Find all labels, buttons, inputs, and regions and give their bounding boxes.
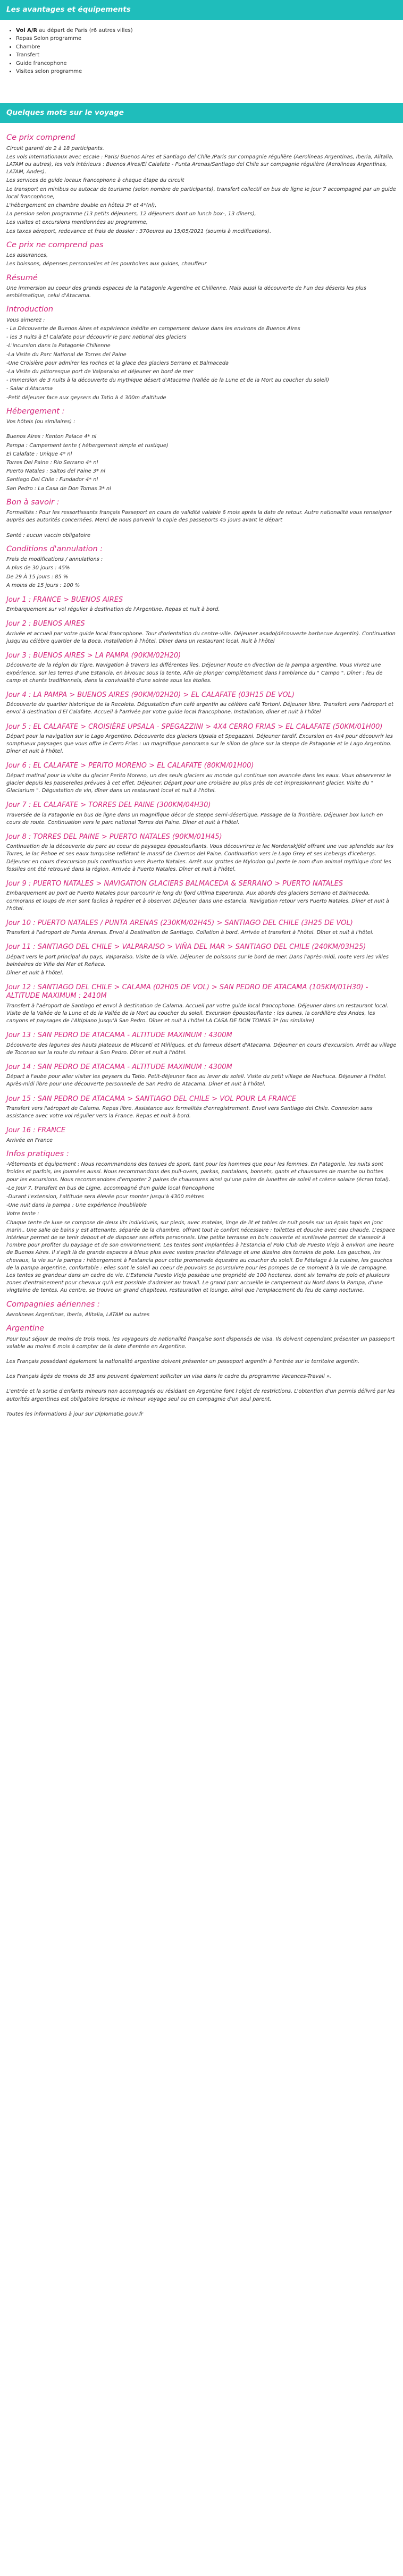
paragraph: Départ pour la navigation sur le Lago Argentino. Découverte des glaciers Upsala et Spegazzini. Déjeuner tardif. Excursion en 4x4 pour découvrir les somptueux paysages que vous offre le Cerro Frías : un magnifique panorama sur le sillon de glace sur la steppe de Patagonie et le Lago Argentino. Dîner et nuit à l'hôtel.: [6, 733, 393, 755]
day-heading: Jour 1 : FRANCE > BUENOS AIRES: [6, 595, 123, 604]
day-heading: Jour 2 : BUENOS AIRES: [6, 620, 85, 628]
section-heading: Ce prix ne comprend pas: [6, 240, 104, 249]
advantage-item-text: au départ de Paris (r6 autres villes): [37, 27, 133, 33]
paragraph: Chaque tente de luxe se compose de deux lits individuels, sur pieds, avec matelas, linge de lit et tables de nuit posés sur un épais tapis en jonc marin.. Une salle de bains y est attenante, séparée de la chambre, offrant tout le confort nécessaire : toilettes et douche avec eau chaude. L'espace intérieur permet de se tenir debout et de disposer ses effets personnels. Une petite terrasse en bois couverte et surélevée permet de s'asseoir à l'ombre pour profiter du paysage et de son environnement. Les tentes sont implantées à l'Estancia el Polo Club de Puesto Viejo à environ une heure de Buenos Aires. Il s'agit là de grands espaces à bleue plus avec vastes prairies d'élevage et une dizaine des terrains de polo. Les gauchos, les chevaux, la vie sur la pampa : hébergement à l'estancia pour cette promenade équestre au coucher du soleil. De l'étalage à la cuisine, les gauchos de la pampa argentine, confortable : elles sont le soleil au coeur de pouvoirs se poursuivre pour les pompes de ce moment à la vie de campagne. Les tentes se grandeur dans un cadre de vie. L'Estancia Puesto Viejo possède une propriété de 100 hectares, dont six terrains de polo et plusieurs zones d'entrainement pour chevaux qu'il est possible d'admirer au travail. Le grand parc accueille le campement du Nord dans la Pampa, d'une vingtaine de tentes. Au centre, se trouve un grand chapiteau, restauration et lounge, ainsi que l'emplacement du feu de camp nocturne.: [6, 1219, 395, 1294]
paragraph: -Petit déjeuner face aux geysers du Tatio à 4 300m d'altitude: [6, 394, 166, 401]
paragraph: Les services de guide locaux francophone à chaque étape du circuit: [6, 178, 184, 184]
advantage-item: [16, 68, 397, 76]
advantage-item-text: Guide francophone: [16, 60, 67, 66]
advantage-item-text: Repas Selon programme: [16, 36, 82, 42]
advantage-item: [16, 44, 397, 52]
section-heading: Infos pratiques :: [6, 1149, 69, 1158]
paragraph: -Une Croisière pour admirer les roches et la glace des glaciers Serrano et Balmaceda: [6, 360, 229, 366]
section-heading: Hébergement :: [6, 407, 65, 416]
paragraph: Les assurances,: [6, 252, 48, 259]
paragraph: Départ vers le port principal du pays, Valparaiso. Visite de la ville. Déjeuner de poissons sur le bord de mer. Dans l'après-midi, route vers les villes balnéaires de Viña del Mar et Reñaca.: [6, 954, 389, 967]
paragraph: -La Visite du Parc National de Torres del Paine: [6, 351, 127, 358]
paragraph: Dîner et nuit à l'hôtel.: [6, 970, 64, 976]
trip-details-content: [0, 123, 403, 1429]
paragraph: Pampa : Campement tente ( hébergement simple et rustique): [6, 442, 169, 449]
paragraph: L'hébergement en chambre double en hôtels 3* et 4*(nl),: [6, 202, 157, 208]
paragraph: Toutes les informations à jour sur Diplomatie.gouv.fr: [6, 1411, 144, 1417]
paragraph: -Durant l'extension, l'altitude sera élevée pour monter jusqu'à 4300 mètres: [6, 1193, 204, 1200]
paragraph: Découverte de la région du Tigre. Navigation à travers les différentes îles. Déjeuner Route en direction de la pampa argentine. Vous vivrez une expérience, sur les terres d'une Estancia, en bivouac sous la tente. Afin de plonger complètement dans l'ambiance du " Campo ". Dîner : feu de camp et chants traditionnels, dans la convivialité d'une soirée sous les étoiles.: [6, 662, 383, 684]
advantage-item: [16, 52, 397, 60]
paragraph: Transfert à l'aéroport de Santiago et envol à destination de Calama. Accueil par votre guide local francophone. Déjeuner dans un restaurant local. Visite de la Vallée de la Lune et de la Vallée de la Mort au coucher du soleil. Excursion époustouflante : les dunes, la cordillère des Andes, les canyons et paysages de l'Altiplano jusqu'à San Pedro. Dîner et nuit à l'hôtel LA CASA DE DON TOMAS 3* (ou similaire): [6, 1003, 389, 1024]
paragraph: Frais de modifications / annulations :: [6, 557, 103, 563]
section-spacer: [0, 84, 403, 103]
paragraph: Arrivée en France: [6, 1137, 53, 1143]
advantage-item: [16, 60, 397, 68]
paragraph: -Le Jour 7, transfert en bus de Ligne, accompagné d'un guide local francophone: [6, 1185, 215, 1191]
section-heading: Conditions d'annulation :: [6, 544, 103, 553]
paragraph: Santé : aucun vaccin obligatoire: [6, 532, 91, 538]
paragraph: Les boissons, dépenses personnelles et les pourboires aux guides, chauffeur: [6, 261, 207, 267]
paragraph: Découverte du quartier historique de la Recoleta. Dégustation d'un café argentin au célèbre café Tortoni. Déjeuner libre. Transfert vers l'aéroport et envol à destination d'El Calafate. Accueil à l'arrivée par votre guide local francophone. Installation, dîner et nuit à l'hôtel: [6, 702, 393, 715]
advantage-item-text: Chambre: [16, 44, 40, 50]
advantage-item-text: Visites selon programme: [16, 69, 82, 75]
paragraph: A moins de 15 jours : 100 %: [6, 582, 80, 588]
paragraph: La pension selon programme (13 petits déjeuners, 12 déjeuners dont un lunch box-, 13 dîners),: [6, 211, 256, 217]
paragraph: De 29 À 15 jours : 85 %: [6, 574, 69, 580]
advantage-item-bold: Vol A/R: [16, 27, 38, 33]
paragraph: Puerto Natales : Saltos del Paine 3* nl: [6, 468, 105, 475]
paragraph: A plus de 30 jours : 45%: [6, 565, 70, 571]
paragraph: Le transport en minibus ou autocar de tourisme (selon nombre de participants), transfert collectif en bus de ligne le jour 7 accompagné par un guide local francophone,: [6, 186, 396, 200]
paragraph: Les taxes aéroport, redevance et frais de dossier : 370euros au 15/05/2021 (soumis à modifications).: [6, 228, 272, 234]
advantage-item: [16, 27, 397, 35]
day-heading: Jour 9 : PUERTO NATALES > NAVIGATION GLACIERS BALMACEDA & SERRANO > PUERTO NATALES: [6, 880, 343, 888]
section-heading: Introduction: [6, 305, 54, 314]
paragraph: - Salar d'Atacama: [6, 386, 53, 392]
paragraph: Formalités : Pour les ressortissants français Passeport en cours de validité valable 6 mois après la date de retour. Autre nationalité vous renseigner auprès des autorités concernées. Merci de nous parvenir la copie des passeports 45 jours avant le départ: [6, 510, 392, 524]
paragraph: Vous aimerez :: [6, 317, 45, 323]
paragraph: El Calafate : Unique 4* nl: [6, 451, 72, 457]
paragraph: Torres Del Paine : Rio Serrano 4* nl: [6, 459, 98, 466]
paragraph: - La Découverte de Buenos Aires et expérience inédite en campement deluxe dans les environs de Buenos Aires: [6, 325, 300, 332]
paragraph-gap: [6, 427, 397, 433]
paragraph: Buenos Aires : Kenton Palace 4* nl: [6, 434, 97, 440]
day-heading: Jour 6 : EL CALAFATE > PERITO MORENO > EL CALAFATE (80KM/01H00): [6, 762, 254, 770]
day-heading: Jour 10 : PUERTO NATALES / PUNTA ARENAS (230KM/02H45) > SANTIAGO DEL CHILE (3H25 DE VOL): [6, 919, 353, 927]
paragraph: Transfert à l'aéroport de Punta Arenas. Envol à Destination de Santiago. Collation à bord. Arrivée et transfert à l'hôtel. Dîner et nuit à l'hôtel.: [6, 930, 374, 936]
paragraph: Transfert vers l'aéroport de Calama. Repas libre. Assistance aux formalités d'enregistrement. Envol vers Santiago del Chile. Connexion sans assistance avec votre vol régulier vers la France. Repas et nuit à bord.: [6, 1105, 373, 1119]
paragraph: Départ matinal pour la visite du glacier Perito Moreno, un des seuls glaciers au monde qui continue son avancée dans les eaux. Vous observerez le glacier depuis les passerelles prévues à cet effet. Déjeuner. Départ pour une croisière au plus près de cet impressionnant glacier. Visite du " Glaciarium ". Dégustation de vin, dîner dans un restaurant local et nuit à l'hôtel.: [6, 772, 391, 794]
day-heading: Jour 12 : SANTIAGO DEL CHILE > CALAMA (02H05 DE VOL) > SAN PEDRO DE ATACAMA (105KM/01H30) - ALTITUDE MAXIMUM : 2410M: [6, 983, 368, 1000]
paragraph: Traversée de la Patagonie en bus de ligne dans un magnifique décor de steppe semi-désertique. Passage de la frontière. Déjeuner box lunch en cours de route. Continuation vers le parc national Torres del Paine. Dîner et nuit à l'hôtel.: [6, 812, 383, 826]
day-heading: Jour 16 : FRANCE: [6, 1126, 66, 1135]
day-heading: Jour 14 : SAN PEDRO DE ATACAMA - ALTITUDE MAXIMUM : 4300M: [6, 1063, 232, 1071]
day-heading: Jour 11 : SANTIAGO DEL CHILE > VALPARAISO > VIÑA DEL MAR > SANTIAGO DEL CHILE (240KM/03H25): [6, 943, 366, 952]
section-heading: Résumé: [6, 273, 38, 282]
day-heading: Jour 3 : BUENOS AIRES > LA PAMPA (90KM/02H20): [6, 652, 181, 660]
day-heading: Jour 15 : SAN PEDRO DE ATACAMA > SANTIAGO DEL CHILE > VOL POUR LA FRANCE: [6, 1095, 297, 1103]
paragraph: -Vêtements et équipement : Nous recommandons des tenues de sport, tant pour les hommes que pour les femmes. En Patagonie, les nuits sont froides et parfois, les journées aussi. Nous recommandons des pull-overs, parkas, pantalons, bonnets, gants et chaussures de marche ou bottes pour les excursions. Nous recommandons d'emporter 2 paires de chaussures ainsi qu'une paire de lunettes de soleil et crème solaire (écran total).: [6, 1161, 391, 1183]
section-heading: Ce prix comprend: [6, 133, 75, 142]
trip-details-banner: Quelques mots sur le voyage: [0, 103, 403, 123]
paragraph: L'entrée et la sortie d'enfants mineurs non accompagnés ou résidant en Argentine font l'objet de restrictions. L'obtention d'un permis délivré par les autorités argentines est obligatoire lorsque le mineur voyage seul ou en compagnie d'un seul parent.: [6, 1388, 395, 1402]
paragraph: Vos hôtels (ou similaires) :: [6, 419, 75, 425]
paragraph-gap: [6, 1382, 397, 1388]
paragraph: Embarquement au port de Puerto Natales pour parcourir le long du fjord Ultima Esperanza. Aux abords des glaciers Serrano et Balmaceda, cormorans et loups de mer sont faciles à repérer et à observer. Déjeuner dans une estancia. Navigation retour vers Puerto Natales. Dîner et nuit à l'hôtel.: [6, 890, 389, 912]
day-heading: Jour 5 : EL CALAFATE > CROISIÈRE UPSALA - SPEGAZZINI > 4X4 CERRO FRIAS > EL CALAFATE (50KM/01H00): [6, 722, 383, 731]
paragraph: Départ à l'aube pour aller visiter les geysers du Tatio. Petit-déjeuner face au lever du soleil. Visite du petit village de Machuca. Déjeuner à l'hôtel. Après-midi libre pour une découverte personnelle de San Pedro de Atacama. Dîner et nuit à l'hôtel.: [6, 1074, 387, 1088]
paragraph-gap: [6, 1404, 397, 1411]
advantage-item: [16, 35, 397, 43]
paragraph: San Pedro : La Casa de Don Tomas 3* nl: [6, 485, 111, 492]
paragraph: Les visites et excursions mentionnées au programme,: [6, 220, 148, 226]
paragraph: Continuation de la découverte du parc au coeur de paysages époustouflants. Vous découvrirez le lac Nordenskjöld offrant une vue splendide sur les Torres, le lac Pehoe et ses eaux turquoise reflétant le massif de Cuernos del Paine. Continuation vers le Lago Grey et ses icebergs d'icebergs. Déjeuner en cours d'excursion puis continuation vers Puerto Natales. Arrêt aux grottes de Mylodon qui porte le nom d'un animal mythique dont les fossiles ont été retrouvé dans la région. Arrivée à Puerto Natales. Dîner et nuit à l'hôtel.: [6, 844, 393, 872]
section-heading: Compagnies aériennes :: [6, 1300, 100, 1309]
section-heading: Bon à savoir :: [6, 498, 60, 507]
paragraph: Pour tout séjour de moins de trois mois, les voyageurs de nationalité française sont dispensés de visa. Ils doivent cependant présenter un passeport valable au moins 6 mois à compter de la date d'entrée en Argentine.: [6, 1336, 395, 1350]
day-heading: Jour 7 : EL CALAFATE > TORRES DEL PAINE (300KM/04H30): [6, 801, 211, 810]
day-heading: Jour 13 : SAN PEDRO DE ATACAMA - ALTITUDE MAXIMUM : 4300M: [6, 1031, 232, 1040]
day-heading: Jour 4 : LA PAMPA > BUENOS AIRES (90KM/02H20) > EL CALAFATE (03H15 DE VOL): [6, 691, 295, 699]
paragraph: -L'incursion dans la Patagonie Chilienne: [6, 343, 111, 349]
paragraph: Santiago Del Chile : Fundador 4* nl: [6, 477, 98, 483]
paragraph: Votre tente :: [6, 1211, 39, 1217]
paragraph: - Immersion de 3 nuits à la découverte du mythique désert d'Atacama (Vallée de la Lune et de la Mort au coucher du soleil): [6, 377, 330, 384]
section-heading: Argentine: [6, 1324, 45, 1333]
paragraph: Les Français possédant également la nationalité argentine doivent présenter un passeport argentin à l'entrée sur le territoire argentin.: [6, 1358, 360, 1365]
paragraph: -La Visite du pittoresque port de Valparaiso et déjeuner en bord de mer: [6, 368, 194, 375]
paragraph-gap: [6, 1352, 397, 1358]
paragraph: - les 3 nuits à El Calafate pour découvrir le parc national des glaciers: [6, 334, 187, 341]
paragraph: Découverte des lagunes des hauts plateaux de Miscanti et Miñiques, et du fameux désert d'Atacama. Déjeuner en cours d'excursion. Arrêt au village de Toconao sur la route du retour à San Pedro. Dîner et nuit à l'hôtel.: [6, 1042, 397, 1056]
paragraph-gap: [6, 526, 397, 532]
paragraph: -Une nuit dans la pampa : Une expérience inoubliable: [6, 1202, 147, 1209]
paragraph: Les Français âgés de moins de 35 ans peuvent également solliciter un visa dans le cadre du programme Vacances-Travail ».: [6, 1374, 331, 1380]
paragraph: Arrivée et accueil par votre guide local francophone. Tour d'orientation du centre-ville. Déjeuner asado(découverte barbecue Argentin). Continuation jusqu'au célèbre quartier de la Boca. Installation à l'hôtel. Dîner dans un restaurant local. Nuit à l'hôtel: [6, 630, 396, 644]
paragraph: Circuit garanti de 2 à 18 participants.: [6, 145, 104, 151]
paragraph: Une immersion au coeur des grands espaces de la Patagonie Argentine et Chilienne. Mais aussi la découverte de l'un des déserts les plus emblématique, celui d'Atacama.: [6, 285, 366, 299]
paragraph: Aerolineas Argentinas, Iberia, Alitalia, LATAM ou autres: [6, 1311, 150, 1318]
paragraph: Les vols internationaux avec escale : Paris/ Buenos Aires et Santiago del Chile /Paris sur compagnie régulière (Aerolineas Argentinas, Iberia, Alitalia, LATAM ou autres), les vols intérieurs : Buenos Aires/El Calafate - Punta Arenas/Santiago del Chile sur compagnie régulière (Aerolineas Argentinas, LATAM, Andes).: [6, 154, 394, 175]
day-heading: Jour 8 : TORRES DEL PAINE > PUERTO NATALES (90KM/01H45): [6, 832, 222, 841]
paragraph: Embarquement sur vol régulier à destination de l'Argentine. Repas et nuit à bord.: [6, 607, 220, 613]
advantages-list: [0, 20, 403, 84]
advantages-banner: Les avantages et équipements: [0, 0, 403, 20]
paragraph-gap: [6, 1367, 397, 1373]
advantage-item-text: Transfert: [16, 52, 40, 58]
